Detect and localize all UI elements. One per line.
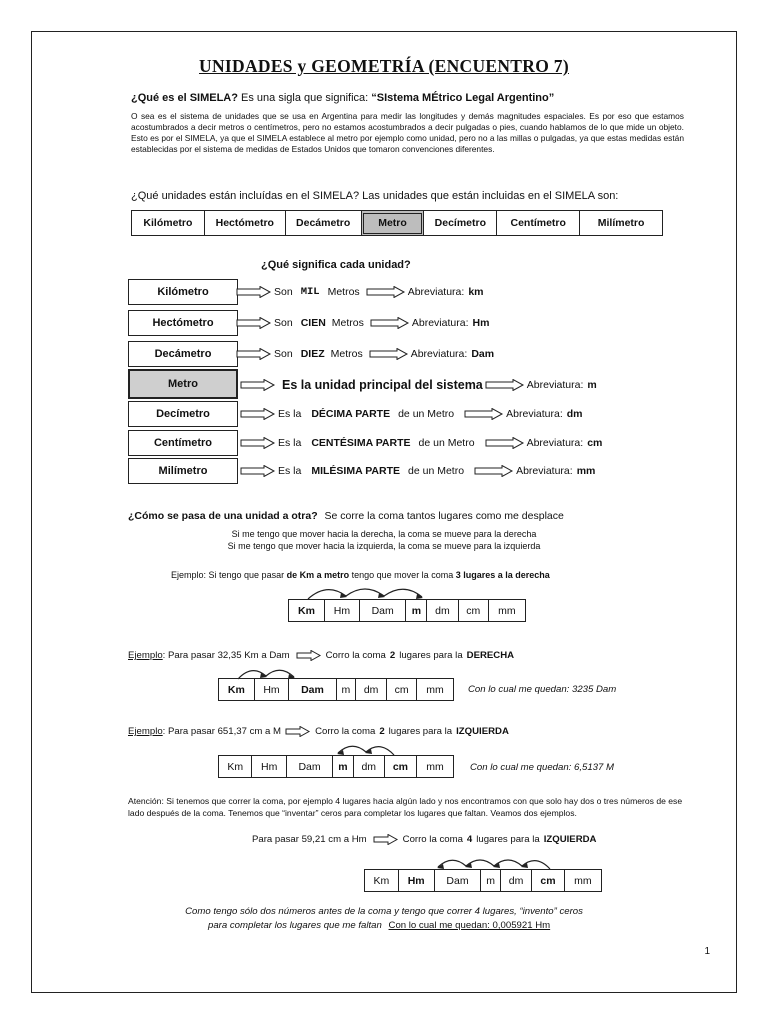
meaning-post: de un Metro	[408, 465, 465, 477]
example3-line	[252, 834, 596, 845]
arrow-right-icon	[369, 348, 409, 360]
abbr-value: dm	[566, 408, 583, 420]
meaning-row	[240, 460, 595, 482]
meaning-unit-box: Decámetro	[128, 341, 238, 367]
meaning-key: DIEZ	[300, 348, 325, 360]
abbr-cell: Hm	[254, 679, 289, 701]
meaning-post: Metros	[330, 348, 363, 360]
meaning-pre: Son	[274, 348, 293, 360]
meaning-pre: Es la	[278, 408, 302, 420]
abbr-cell: m	[406, 600, 427, 622]
unit-cell: Centímetro	[497, 211, 580, 236]
arrow-right-icon	[474, 465, 514, 477]
units-question: ¿Qué unidades están incluídas en el SIMELA? Las unidades que están incluidas en el SIMELA son:	[131, 190, 619, 202]
meaning-row	[236, 281, 484, 303]
arrow-right-icon	[285, 726, 311, 737]
how-line2: Si me tengo que mover hacia la izquierda, la coma se mueve para la izquierda	[227, 541, 541, 551]
meaning-post: Metros	[327, 286, 360, 298]
meaning-pre: Es la	[278, 465, 302, 477]
example1-line	[128, 650, 514, 661]
arrow-right-icon	[240, 465, 276, 477]
abbr-cell: mm	[417, 756, 454, 778]
conversion-row	[289, 600, 526, 622]
unit-cell: Decámetro	[285, 211, 361, 236]
conversion-table	[288, 599, 526, 622]
abbr-cell: m	[333, 756, 354, 778]
abbr-cell: Dam	[434, 870, 481, 892]
arrow-right-icon	[370, 317, 410, 329]
conversion-table	[364, 869, 602, 892]
abbr-cell: dm	[353, 756, 384, 778]
unit-cell: Decímetro	[424, 211, 497, 236]
ex1-dir: DERECHA	[466, 650, 515, 661]
meaning-row	[240, 403, 583, 425]
abbr-value: Hm	[472, 317, 490, 329]
meaning-row	[240, 432, 602, 454]
ex1-mid2: lugares para la	[399, 650, 463, 661]
abbr-label: Abreviatura:	[410, 348, 468, 360]
example0-text	[171, 570, 550, 580]
meaning-pre: Son	[274, 317, 293, 329]
unit-cell: Milímetro	[580, 211, 663, 236]
abbr-cell: cm	[387, 679, 417, 701]
abbr-value: Dam	[471, 348, 495, 360]
conversion-row	[365, 870, 602, 892]
meaning-title: ¿Qué significa cada unidad?	[261, 259, 411, 271]
ex2-pre: : Para pasar 651,37 cm a M	[162, 726, 282, 737]
example2-result: Con lo cual me quedan: 6,5137 M	[470, 762, 614, 773]
abbr-cell: dm	[500, 870, 531, 892]
abbr-value: cm	[587, 437, 603, 449]
abbr-value: mm	[576, 465, 596, 477]
conversion-table	[218, 678, 454, 701]
ex3-note2-pre: para completar los lugares que me faltan	[208, 920, 382, 931]
meaning-unit-box: Decímetro	[128, 401, 238, 427]
meaning-unit-box: Hectómetro	[128, 310, 238, 336]
conversion-row	[219, 756, 454, 778]
arrow-right-icon	[240, 408, 276, 420]
meaning-unit-box: Milímetro	[128, 458, 238, 484]
units-table	[131, 210, 663, 236]
abbr-value: km	[468, 286, 484, 298]
abbr-cell: Hm	[252, 756, 287, 778]
simela-paragraph: O sea es el sistema de unidades que se usa en Argentina para medir las longitudes y demás magnitudes espaciales. Es por eso que estamos acostumbrados a decir metros o centímetros, pero no estamos acostumbrados a decir pulgadas o pies, cuando hablamos de lo que mide un objeto. Esto es por el SIMELA, ya que el SIMELA establece al metro por ejemplo como unidad, pero no a las millas o pulgadas, ya que estas medidas están establecidas por el sistema de medidas de Estados Unidos que tomaron convenciones diferentes.	[131, 111, 684, 154]
ex0-pre: Ejemplo: Si tengo que pasar	[171, 570, 285, 580]
ex3-mid2: lugares para la	[476, 834, 540, 845]
how-answer: Se corre la coma tantos lugares como me desplace	[324, 510, 564, 522]
meaning-row	[236, 312, 489, 334]
arrow-right-icon	[240, 379, 276, 391]
meaning-pre: Son	[274, 286, 293, 298]
ex3-dir: IZQUIERDA	[543, 834, 597, 845]
abbr-cell: dm	[427, 600, 458, 622]
arrow-right-icon	[485, 379, 525, 391]
arrow-right-icon	[240, 437, 276, 449]
unit-cell: Hectómetro	[204, 211, 285, 236]
abbr-cell: dm	[356, 679, 387, 701]
ex1-pre: : Para pasar 32,35 Km a Dam	[162, 650, 290, 661]
arrow-right-icon	[236, 317, 272, 329]
meaning-post: de un Metro	[398, 408, 455, 420]
meaning-key: MILÉSIMA PARTE	[311, 465, 401, 477]
abbr-label: Abreviatura:	[411, 317, 469, 329]
how-line1: Si me tengo que mover hacia la derecha, la coma se mueve para la derecha	[231, 529, 537, 539]
abbr-cell: cm	[458, 600, 488, 622]
meaning-pre: Es la	[278, 437, 302, 449]
abbr-cell: cm	[384, 756, 416, 778]
abbr-cell: m	[336, 679, 355, 701]
units-row	[132, 211, 663, 236]
meaning-key: CENTÉSIMA PARTE	[311, 437, 411, 449]
ex2-dir: IZQUIERDA	[456, 726, 509, 737]
abbr-label: Abreviatura:	[526, 437, 584, 449]
meaning-unit-box-highlighted: Metro	[128, 369, 238, 399]
arrow-right-icon	[485, 437, 525, 449]
arrow-right-icon	[373, 834, 399, 845]
conversion-row	[219, 679, 454, 701]
ex3-note2-result: Con lo cual me quedan: 0,005921 Hm	[388, 920, 551, 931]
abbr-cell: mm	[488, 600, 525, 622]
abbr-label: Abreviatura:	[516, 465, 573, 477]
simela-question: ¿Qué es el SIMELA?	[131, 92, 238, 104]
arrow-right-icon	[366, 286, 406, 298]
abbr-cell: Km	[219, 756, 252, 778]
example3-note1: Como tengo sólo dos números antes de la coma y tengo que correr 4 lugares, “invento” ceros	[185, 906, 583, 917]
example2-line	[128, 726, 509, 737]
ex0-bold1: de Km a metro	[286, 570, 350, 580]
how-line	[128, 510, 564, 522]
abbr-cell: Dam	[289, 679, 336, 701]
unit-cell: Kilómetro	[132, 211, 205, 236]
meaning-unit-box: Kilómetro	[128, 279, 238, 305]
arrow-right-icon	[296, 650, 322, 661]
how-question: ¿Cómo se pasa de una unidad a otra?	[128, 510, 318, 522]
ex2-mid: Corro la coma	[315, 726, 376, 737]
ex2-label: Ejemplo	[128, 726, 163, 737]
abbr-cell: Km	[365, 870, 399, 892]
meaning-post: de un Metro	[418, 437, 475, 449]
abbr-cell: Dam	[286, 756, 332, 778]
abbr-label: Abreviatura:	[506, 408, 563, 420]
abbr-cell: mm	[417, 679, 454, 701]
arrow-right-icon	[236, 286, 272, 298]
ex1-num: 2	[389, 650, 396, 661]
abbr-label: Abreviatura:	[526, 379, 584, 391]
ex0-mid: tengo que mover la coma	[351, 570, 454, 580]
ex0-bold2: 3 lugares a la derecha	[455, 570, 550, 580]
ex1-label: Ejemplo	[128, 650, 163, 661]
attention-paragraph: Atención: Si tenemos que correr la coma, por ejemplo 4 lugares hacia algún lado y nos encontramos con que solo hay dos o tres números de ese lado después de la coma. Tenemos que “inventar” ceros para completar los lugares que faltan. Veamos dos ejemplos.	[128, 796, 683, 818]
simela-question-line	[131, 92, 554, 104]
meaning-post: Metros	[331, 317, 364, 329]
ex3-mid: Corro la coma	[402, 834, 463, 845]
ex2-mid2: lugares para la	[388, 726, 453, 737]
unit-cell-highlighted: Metro	[361, 211, 424, 236]
abbr-cell: Dam	[359, 600, 406, 622]
meaning-row	[240, 374, 597, 396]
conversion-table	[218, 755, 454, 778]
meaning-key: DÉCIMA PARTE	[311, 408, 391, 420]
arrow-right-icon	[464, 408, 504, 420]
ex3-pre: Para pasar 59,21 cm a Hm	[252, 834, 367, 845]
page-title: UNIDADES y GEOMETRÍA (ENCUENTRO 7)	[199, 56, 569, 76]
abbr-cell: Km	[219, 679, 255, 701]
abbr-cell: mm	[564, 870, 601, 892]
abbr-value: m	[587, 379, 597, 391]
meaning-row	[236, 343, 494, 365]
meaning-key: MIL	[300, 286, 320, 298]
ex3-num: 4	[466, 834, 473, 845]
abbr-label: Abreviatura:	[407, 286, 465, 298]
simela-answer-prefix: Es una sigla que significa:	[241, 92, 369, 104]
page-number: 1	[704, 946, 710, 957]
example1-result: Con lo cual me quedan: 3235 Dam	[468, 684, 617, 695]
simela-expansion: “SIstema MÉtrico Legal Argentino”	[371, 92, 555, 104]
example3-note2	[208, 920, 550, 931]
abbr-cell: Hm	[325, 600, 360, 622]
abbr-cell: cm	[532, 870, 565, 892]
abbr-cell: m	[481, 870, 501, 892]
abbr-cell: Hm	[398, 870, 434, 892]
ex2-num: 2	[379, 726, 385, 737]
meaning-key: CIEN	[300, 317, 326, 329]
ex1-mid: Corro la coma	[325, 650, 386, 661]
meaning-unit-box: Centímetro	[128, 430, 238, 456]
arrow-right-icon	[236, 348, 272, 360]
abbr-cell: Km	[289, 600, 325, 622]
meaning-main: Es la unidad principal del sistema	[282, 378, 483, 392]
